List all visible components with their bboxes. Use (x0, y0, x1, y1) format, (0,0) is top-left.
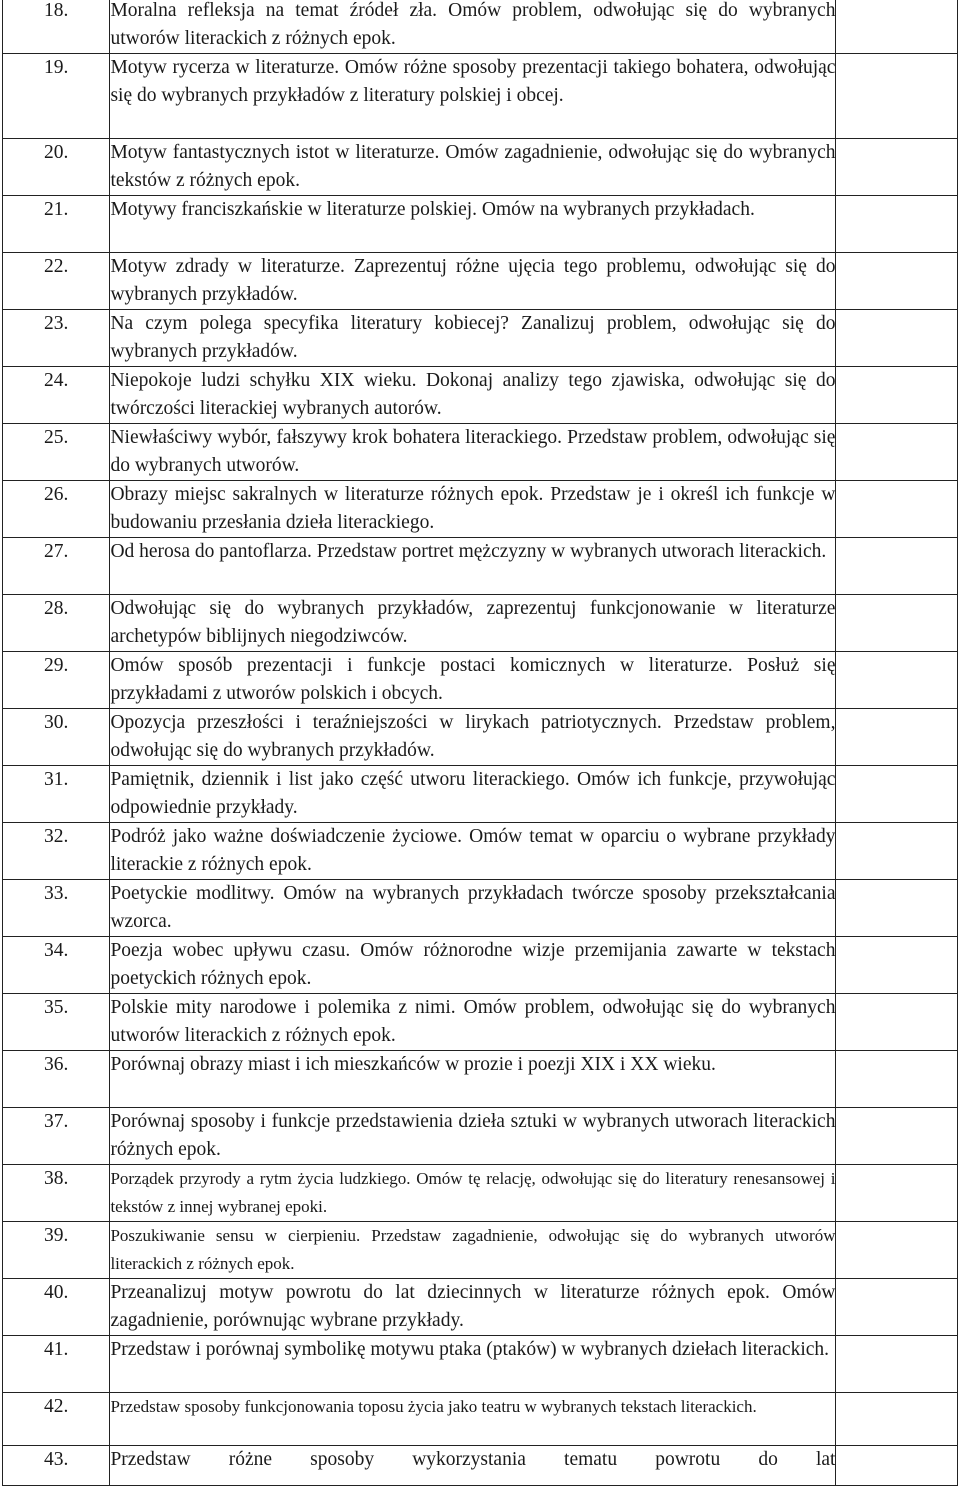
topic-text: Porównaj obrazy miast i ich mieszkańców w prozie i poezji XIX i XX wieku. (110, 1051, 836, 1108)
table-row (3, 424, 958, 481)
blank-cell (836, 1108, 958, 1165)
table-row (3, 1446, 958, 1486)
topic-number: 42. (3, 1393, 110, 1446)
blank-cell (836, 367, 958, 424)
topic-text: Podróż jako ważne doświadczenie życiowe. Omów temat w oparciu o wybrane przykłady literackie z różnych epok. (110, 823, 836, 880)
topic-number: 29. (3, 652, 110, 709)
topic-number: 24. (3, 367, 110, 424)
table-row (3, 196, 958, 253)
table-row (3, 139, 958, 196)
topic-number: 23. (3, 310, 110, 367)
topic-text: Niepokoje ludzi schyłku XIX wieku. Dokonaj analizy tego zjawiska, odwołując się do twórczości literackiej wybranych autorów. (110, 367, 836, 424)
blank-cell (836, 823, 958, 880)
table-row (3, 367, 958, 424)
topic-text: Przedstaw różne sposoby wykorzystania tematu powrotu do lat (110, 1446, 836, 1486)
topic-text: Pamiętnik, dziennik i list jako część utworu literackiego. Omów ich funkcje, przywołując odpowiednie przykłady. (110, 766, 836, 823)
topic-text: Poetyckie modlitwy. Omów na wybranych przykładach twórcze sposoby przekształcania wzorca. (110, 880, 836, 937)
blank-cell (836, 0, 958, 54)
topic-text: Odwołując się do wybranych przykładów, zaprezentuj funkcjonowanie w literaturze archetypów biblijnych niegodziwców. (110, 595, 836, 652)
blank-cell (836, 538, 958, 595)
topic-text: Moralna refleksja na temat źródeł zła. Omów problem, odwołując się do wybranych utworów literackich z różnych epok. (110, 0, 836, 54)
table-row (3, 310, 958, 367)
blank-cell (836, 139, 958, 196)
table-row (3, 1393, 958, 1446)
topic-number: 21. (3, 196, 110, 253)
topic-text: Motyw rycerza w literaturze. Omów różne sposoby prezentacji takiego bohatera, odwołując się do wybranych przykładów z literatury polskiej i obcej. (110, 54, 836, 139)
blank-cell (836, 994, 958, 1051)
topic-text: Przedstaw sposoby funkcjonowania toposu życia jako teatru w wybranych tekstach literackich. (110, 1393, 836, 1446)
topic-text: Obrazy miejsc sakralnych w literaturze różnych epok. Przedstaw je i określ ich funkcje w budowaniu przesłania dzieła literackiego. (110, 481, 836, 538)
topic-text: Od herosa do pantoflarza. Przedstaw portret mężczyzny w wybranych utworach literackich. (110, 538, 836, 595)
topic-number: 40. (3, 1279, 110, 1336)
topic-text: Niewłaściwy wybór, fałszywy krok bohatera literackiego. Przedstaw problem, odwołując się do wybranych utworów. (110, 424, 836, 481)
blank-cell (836, 1222, 958, 1279)
table-row (3, 766, 958, 823)
table-row (3, 1336, 958, 1393)
topics-table (2, 0, 958, 1486)
topic-number: 27. (3, 538, 110, 595)
topic-text: Poszukiwanie sensu w cierpieniu. Przedstaw zagadnienie, odwołując się do wybranych utworów literackich z różnych epok. (110, 1222, 836, 1279)
table-row (3, 253, 958, 310)
table-row (3, 1051, 958, 1108)
table-row (3, 823, 958, 880)
topic-text: Motywy franciszkańskie w literaturze polskiej. Omów na wybranych przykładach. (110, 196, 836, 253)
blank-cell (836, 1051, 958, 1108)
table-row (3, 595, 958, 652)
table-row (3, 538, 958, 595)
topic-text: Motyw fantastycznych istot w literaturze. Omów zagadnienie, odwołując się do wybranych tekstów z różnych epok. (110, 139, 836, 196)
table-row (3, 54, 958, 139)
table-row (3, 937, 958, 994)
table-row (3, 709, 958, 766)
topic-text: Omów sposób prezentacji i funkcje postaci komicznych w literaturze. Posłuż się przykładami z utworów polskich i obcych. (110, 652, 836, 709)
blank-cell (836, 424, 958, 481)
blank-cell (836, 937, 958, 994)
topic-number: 34. (3, 937, 110, 994)
blank-cell (836, 1446, 958, 1486)
table-row (3, 1108, 958, 1165)
topic-text: Porządek przyrody a rytm życia ludzkiego. Omów tę relację, odwołując się do literatury renesansowej i tekstów z innej wybranej epoki. (110, 1165, 836, 1222)
table-row (3, 0, 958, 54)
topic-number: 35. (3, 994, 110, 1051)
blank-cell (836, 310, 958, 367)
topic-number: 41. (3, 1336, 110, 1393)
blank-cell (836, 1393, 958, 1446)
topic-number: 32. (3, 823, 110, 880)
topic-number: 22. (3, 253, 110, 310)
table-row (3, 481, 958, 538)
topic-number: 43. (3, 1446, 110, 1486)
table-row (3, 652, 958, 709)
topic-text: Przedstaw i porównaj symbolikę motywu ptaka (ptaków) w wybranych dziełach literackich. (110, 1336, 836, 1393)
topic-number: 20. (3, 139, 110, 196)
blank-cell (836, 253, 958, 310)
topic-number: 36. (3, 1051, 110, 1108)
blank-cell (836, 652, 958, 709)
table-row (3, 1222, 958, 1279)
topic-number: 39. (3, 1222, 110, 1279)
table-row (3, 880, 958, 937)
topic-text: Na czym polega specyfika literatury kobiecej? Zanalizuj problem, odwołując się do wybranych przykładów. (110, 310, 836, 367)
blank-cell (836, 1165, 958, 1222)
blank-cell (836, 1279, 958, 1336)
topic-number: 38. (3, 1165, 110, 1222)
topic-text: Przeanalizuj motyw powrotu do lat dziecinnych w literaturze różnych epok. Omów zagadnienie, porównując wybrane przykłady. (110, 1279, 836, 1336)
topic-number: 30. (3, 709, 110, 766)
topic-number: 18. (3, 0, 110, 54)
table-row (3, 1279, 958, 1336)
topic-number: 31. (3, 766, 110, 823)
topic-number: 28. (3, 595, 110, 652)
topic-number: 33. (3, 880, 110, 937)
topic-text: Polskie mity narodowe i polemika z nimi. Omów problem, odwołując się do wybranych utworów literackich z różnych epok. (110, 994, 836, 1051)
blank-cell (836, 54, 958, 139)
topic-number: 19. (3, 54, 110, 139)
blank-cell (836, 1336, 958, 1393)
topic-text: Poezja wobec upływu czasu. Omów różnorodne wizje przemijania zawarte w tekstach poetyckich różnych epok. (110, 937, 836, 994)
topic-text: Opozycja przeszłości i teraźniejszości w lirykach patriotycznych. Przedstaw problem, odwołując się do wybranych przykładów. (110, 709, 836, 766)
blank-cell (836, 766, 958, 823)
topic-number: 37. (3, 1108, 110, 1165)
table-row (3, 1165, 958, 1222)
blank-cell (836, 880, 958, 937)
table-row (3, 994, 958, 1051)
topic-text: Porównaj sposoby i funkcje przedstawienia dzieła sztuki w wybranych utworach literackich różnych epok. (110, 1108, 836, 1165)
topic-text: Motyw zdrady w literaturze. Zaprezentuj różne ujęcia tego problemu, odwołując się do wybranych przykładów. (110, 253, 836, 310)
blank-cell (836, 595, 958, 652)
blank-cell (836, 481, 958, 538)
blank-cell (836, 196, 958, 253)
topic-number: 26. (3, 481, 110, 538)
blank-cell (836, 709, 958, 766)
topic-number: 25. (3, 424, 110, 481)
